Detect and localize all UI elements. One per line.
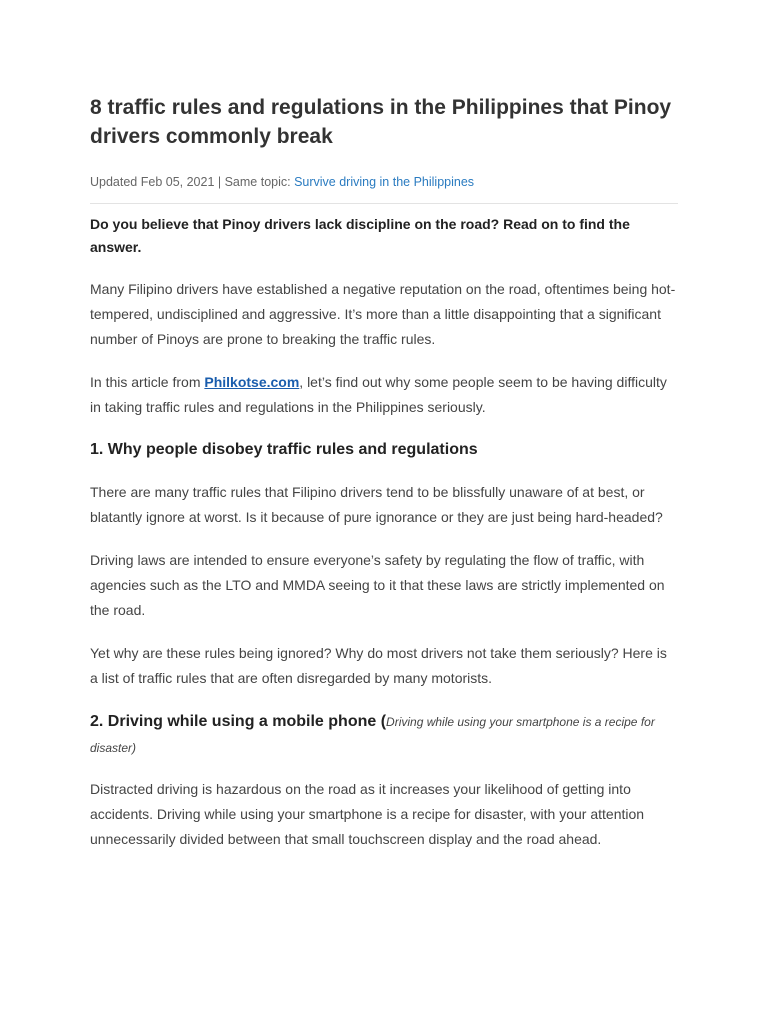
section-heading-2 [90,709,678,761]
article-title: 8 traffic rules and regulations in the Philippines that Pinoy drivers commonly break [90,96,672,148]
paragraph: Many Filipino drivers have established a negative reputation on the road, oftentimes being hot-tempered, undisciplined and aggressive. It’s more than a little disappointing that a significant number of Pinoys are prone to breaking the traffic rules. [90,281,676,347]
updated-date: Updated Feb 05, 2021 | Same topic: [90,175,295,189]
paragraph: Yet why are these rules being ignored? Why do most drivers not take them seriously? Here is a list of traffic rules that are often disregarded by many motorists. [90,645,667,686]
article-meta [90,173,678,204]
article-lead: Do you believe that Pinoy drivers lack discipline on the road? Read on to find the answer. [90,216,630,255]
topic-link[interactable]: Survive driving in the Philippines [294,175,475,189]
paragraph-text: In this article from [90,374,205,390]
philkotse-link[interactable]: Philkotse.com [204,374,300,390]
paragraph-text: , let’s find out why some people seem to be having difficulty in taking traffic rules and regulations in the Philippines seriously. [90,374,667,415]
paragraph: There are many traffic rules that Filipino drivers tend to be blissfully unaware of at best, or blatantly ignore at worst. Is it because of pure ignorance or they are just being hard-headed? [90,484,663,525]
paragraph: Driving laws are intended to ensure everyone’s safety by regulating the flow of traffic, with agencies such as the LTO and MMDA seeing to it that these laws are strictly implemented on the road. [90,552,665,618]
article [90,0,678,852]
paragraph: Distracted driving is hazardous on the road as it increases your likelihood of getting into accidents. Driving while using your smartphone is a recipe for disaster, with your attention unnecessarily divided between that small touchscreen display and the road ahead. [90,781,645,847]
paragraph [90,370,678,420]
section-heading-1: 1. Why people disobey traffic rules and regulations [90,441,478,458]
image-caption: Driving while using your smartphone is a recipe for disaster) [90,715,655,755]
section-heading-text: 2. Driving while using a mobile phone ( [90,713,387,730]
